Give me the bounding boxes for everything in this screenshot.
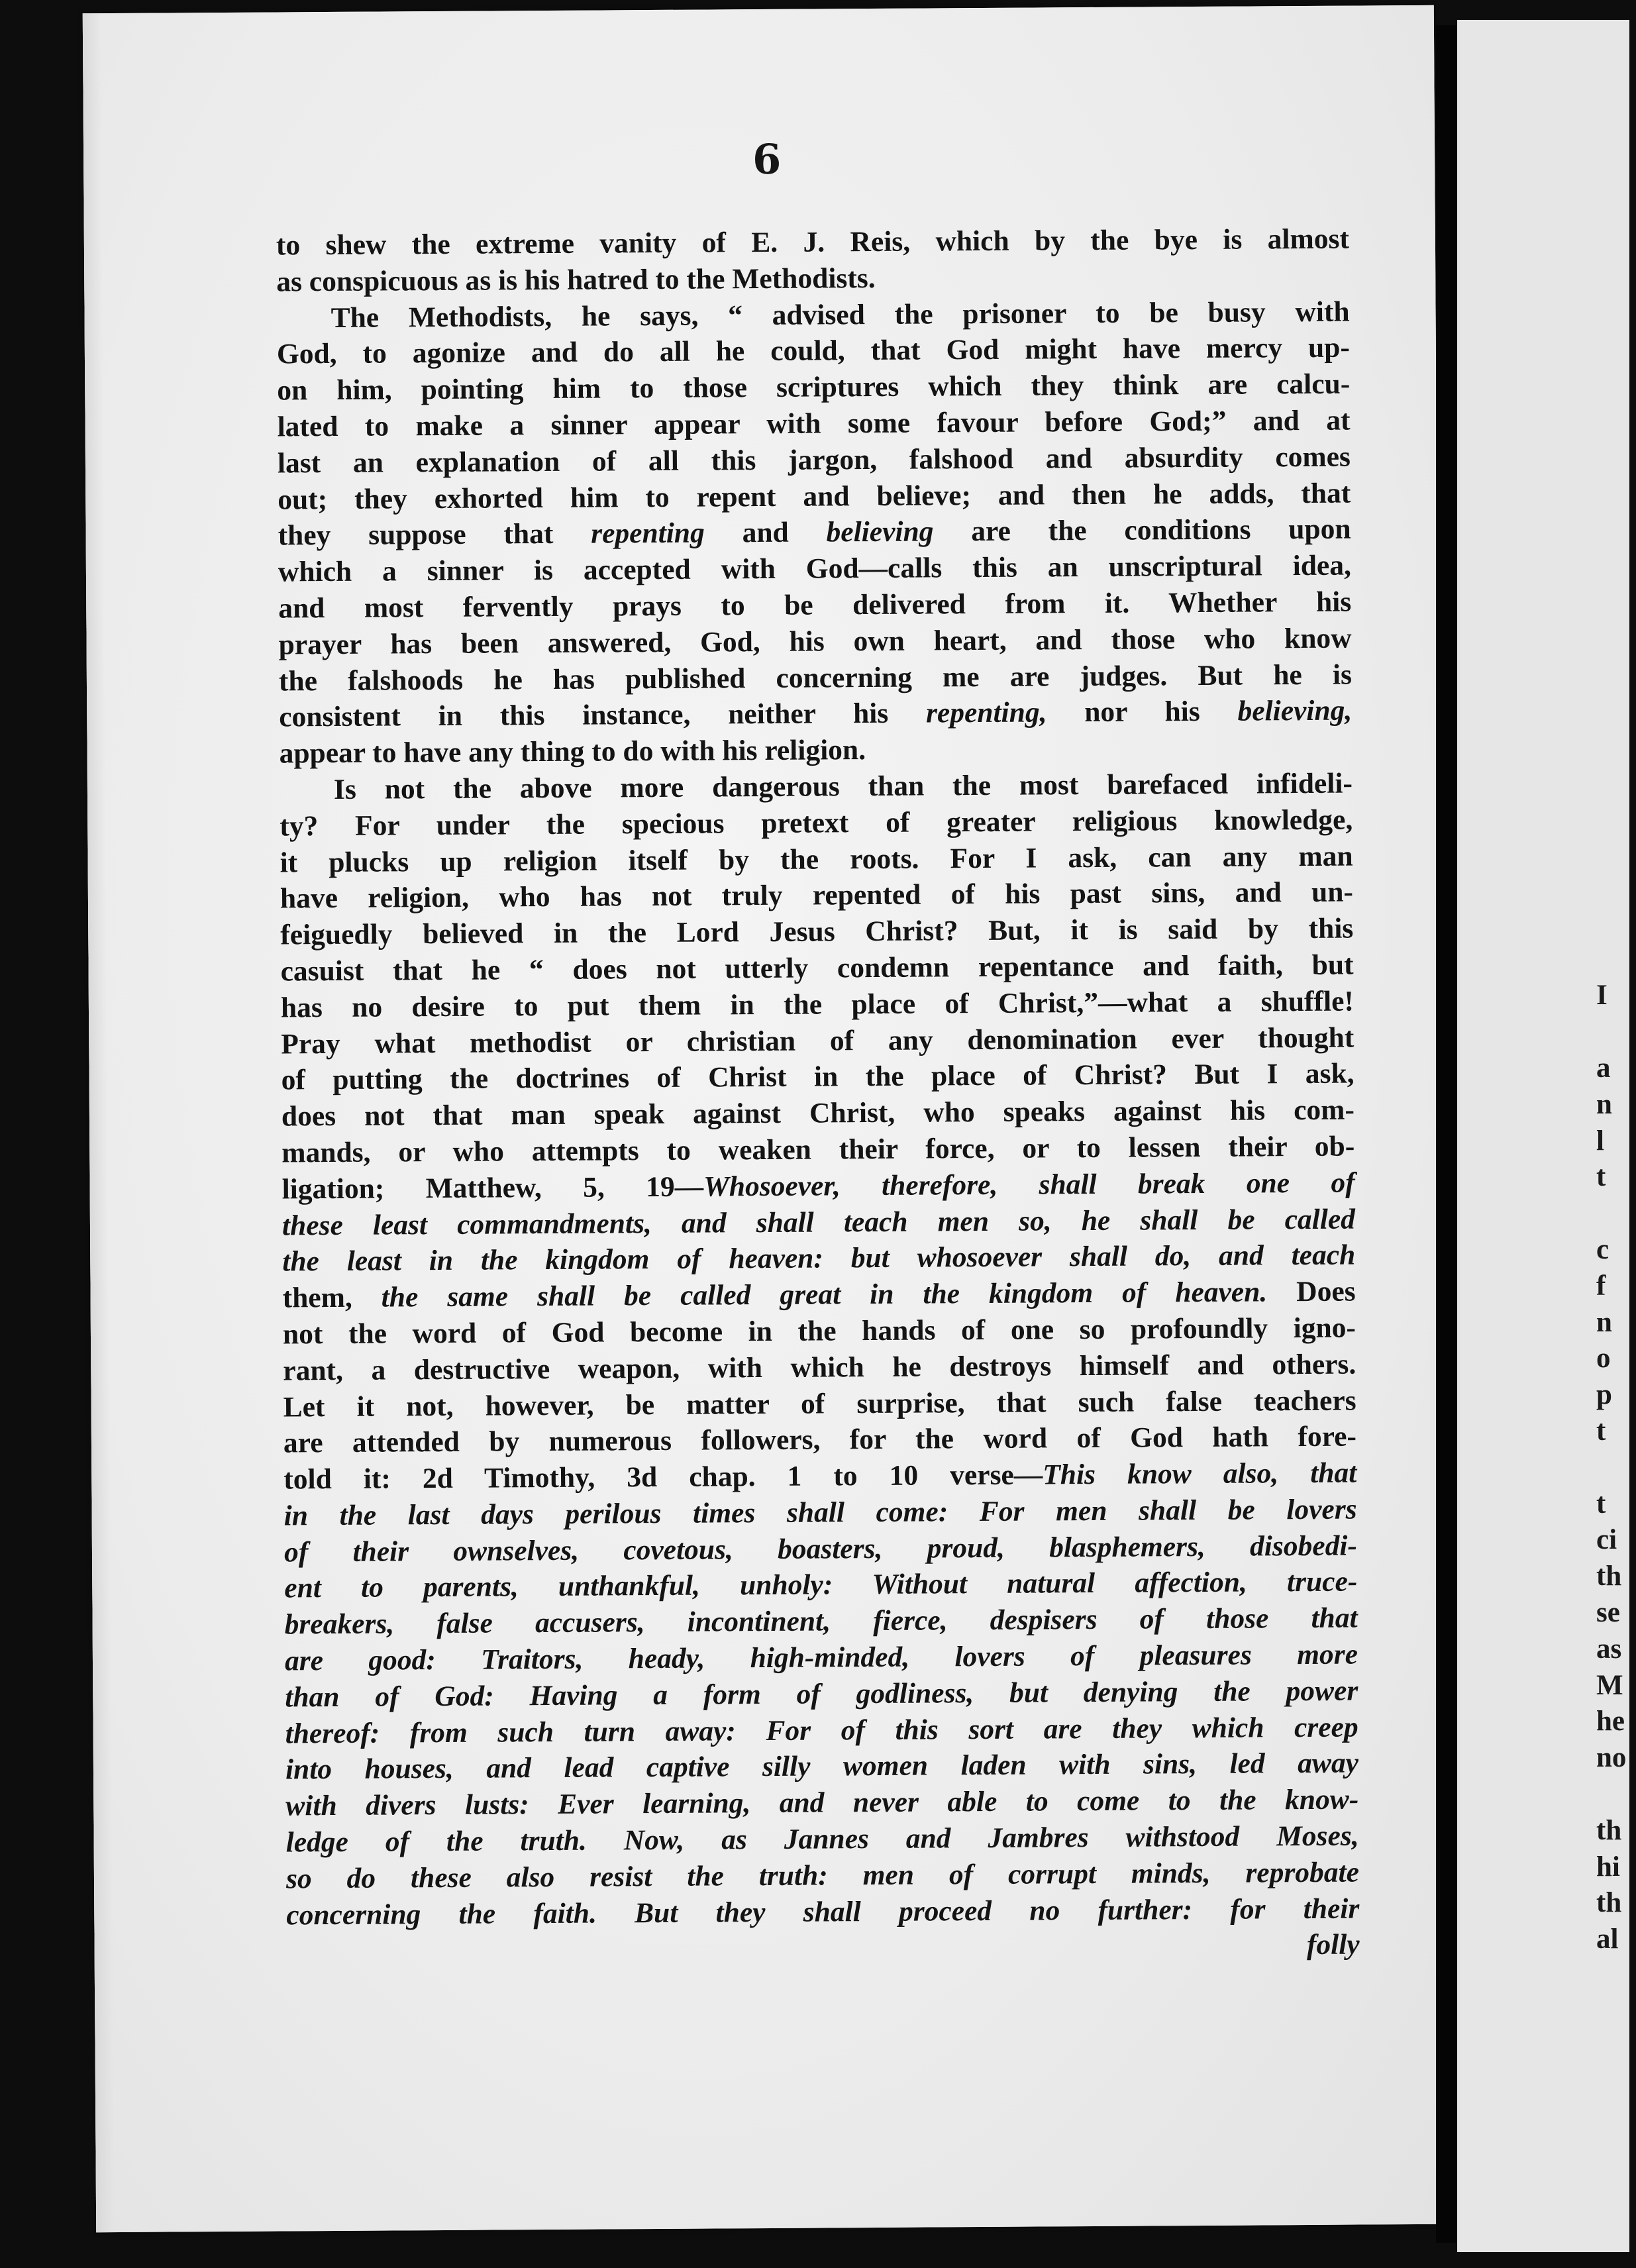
text-line: casuist that he “ does not utterly condemn repentance and faith, but: [280, 949, 1354, 988]
facing-page-fragment: th: [1596, 1561, 1622, 1592]
facing-page-fragment: o: [1596, 1343, 1611, 1374]
text-segment: nor his: [1047, 695, 1238, 729]
facing-page-fragment: M: [1596, 1669, 1623, 1701]
facing-page-fragment: a: [1596, 1052, 1611, 1084]
text-line: feiguedly believed in the Lord Jesus Christ? But, it is said by this: [280, 912, 1354, 951]
italic-text-segment: believing,: [1237, 694, 1353, 727]
text-line: Pray what methodist or christian of any denomination ever thought: [281, 1021, 1355, 1060]
text-line: [278, 511, 1351, 554]
facing-page-fragment: n: [1596, 1088, 1612, 1120]
italic-text-segment: This know also, that: [1043, 1457, 1357, 1491]
text-line: are good: Traitors, heady, high-minded, lovers of pleasures more: [284, 1638, 1358, 1677]
facing-page-fragment: [1596, 869, 1636, 905]
facing-page-fragment: f: [1596, 1270, 1606, 1302]
text-line: on him, pointing him to those scriptures which they think are calcu-: [277, 368, 1351, 407]
text-line: the least in the kingdom of heaven: but whosoever shall do, and teach: [282, 1239, 1356, 1278]
italic-text-segment: repenting: [591, 517, 705, 550]
facing-page-fragment: I: [1596, 980, 1608, 1011]
text-segment: told it: 2d Timothy, 3d chap. 1 to 10 verse—: [283, 1459, 1043, 1496]
italic-text-segment: repenting,: [925, 696, 1047, 729]
text-line: the falshoods he has published concerning me are judges. But he is: [278, 658, 1353, 697]
text-line: and most fervently prays to be delivered from it. Whether his: [278, 586, 1352, 625]
text-line: have religion, who has not truly repented of his past sins, and un-: [280, 876, 1354, 915]
text-line: with divers lusts: Ever learning, and never able to come to the know-: [285, 1783, 1359, 1822]
text-line: prayer has been answered, God, his own heart, and those who know: [278, 622, 1352, 661]
facing-page-fragment: ci: [1596, 1524, 1617, 1556]
text-segment: them,: [282, 1281, 382, 1314]
italic-text-segment: Whosoever, therefore, shall break one of: [703, 1166, 1355, 1203]
text-line: ty? For under the specious pretext of greater religious knowledge,: [280, 803, 1353, 843]
facing-page-fragment: se: [1596, 1596, 1620, 1628]
facing-page-fragment: [1596, 942, 1636, 978]
page-edge-shadow: [83, 13, 115, 2232]
text-line: [281, 1164, 1355, 1208]
text-line: of their ownselves, covetous, boasters, proud, blasphemers, disobedi-: [283, 1529, 1358, 1569]
text-line: Is not the above more dangerous than the most barefaced infideli-: [333, 767, 1353, 805]
facing-page-fragment: th: [1596, 1814, 1622, 1846]
text-line: The Methodists, he says, “ advised the prisoner to be busy with: [331, 295, 1350, 334]
facing-page-fragment: l: [1596, 1125, 1604, 1157]
italic-text-segment: believing: [826, 515, 934, 548]
text-line: last an explanation of all this jargon, falshood and absurdity comes: [277, 440, 1351, 480]
facing-page-fragment: t: [1596, 1415, 1606, 1447]
text-line: these least commandments, and shall teach men so, he shall be called: [281, 1203, 1356, 1241]
text-line: to shew the extreme vanity of E. J. Reis, which by the bye is almost: [276, 223, 1350, 262]
text-line: God, to agonize and do all he could, that God might have mercy up-: [276, 331, 1351, 370]
text-line: out; they exhorted him to repent and believe; and then he adds, that: [278, 477, 1351, 516]
text-line: lated to make a sinner appear with some favour before God;” and at: [277, 404, 1351, 443]
text-line: [282, 1274, 1355, 1317]
text-line: does not that man speak against Christ, who speaks against his com-: [281, 1094, 1355, 1133]
text-line: mands, or who attempts to weaken their force, or to lessen their ob-: [281, 1130, 1355, 1169]
facing-page-fragment: al: [1596, 1924, 1619, 1955]
facing-page-fragment: [1596, 1196, 1636, 1232]
text-segment: they suppose that: [278, 517, 591, 552]
facing-page-fragment: c: [1596, 1233, 1610, 1265]
text-line: [279, 693, 1352, 736]
facing-page-fragment: th: [1596, 1887, 1622, 1919]
text-line: ledge of the truth. Now, as Jannes and Jambres withstood Moses,: [285, 1820, 1359, 1859]
facing-page-fragment: [1596, 1450, 1636, 1486]
text-line: thereof: from such turn away: For of this sort are they which creep: [285, 1711, 1358, 1750]
text-segment: and: [704, 516, 827, 549]
facing-page-fragment: [1596, 905, 1636, 942]
facing-page-fragment: hi: [1596, 1851, 1620, 1882]
italic-text-segment: the same shall be called great in the kingdom of heaven.: [381, 1276, 1268, 1314]
text-segment: ligation; Matthew, 5, 19—: [281, 1170, 704, 1206]
book-gutter: [1436, 25, 1458, 2243]
text-line: of putting the doctrines of Christ in the place of Christ? But I ask,: [281, 1057, 1355, 1096]
text-line: so do these also resist the truth: men of corrupt minds, reprobate: [285, 1856, 1360, 1895]
facing-page-fragment: t: [1596, 1488, 1606, 1520]
text-segment: consistent in this instance, neither his: [279, 697, 927, 733]
facing-page-fragment: as: [1596, 1633, 1622, 1665]
text-line: has no desire to put them in the place of Christ,”—what a shuffle!: [280, 985, 1355, 1024]
text-line: rant, a destructive weapon, with which he destroys himself and others.: [283, 1348, 1356, 1387]
facing-page-text-fragments: [1596, 869, 1636, 1958]
text-line: into houses, and lead captive silly women laden with sins, led away: [285, 1747, 1359, 1786]
text-line: appear to have any thing to do with his religion.: [279, 734, 866, 770]
catchword: folly: [1306, 1928, 1360, 1961]
text-line: breakers, false accusers, incontinent, fierce, despisers of those that: [284, 1602, 1358, 1641]
text-segment: Does: [1267, 1275, 1356, 1308]
text-segment: are the conditions upon: [933, 513, 1351, 548]
text-line: than of God: Having a form of godliness, but denying the power: [285, 1675, 1358, 1714]
text-line: as conspicuous as is his hatred to the Methodists.: [276, 262, 876, 298]
facing-page-fragment: n: [1596, 1306, 1612, 1338]
text-line: it plucks up religion itself by the roots. For I ask, can any man: [280, 840, 1353, 879]
facing-page-fragment: [1596, 1014, 1636, 1051]
page: [83, 5, 1447, 2232]
text-line: [283, 1455, 1356, 1498]
facing-page-fragment: p: [1596, 1379, 1612, 1411]
body-text: [276, 221, 1360, 1970]
text-line: Let it not, however, be matter of surprise, that such false teachers: [283, 1384, 1356, 1423]
text-line: which a sinner is accepted with God—calls this an unscriptural idea,: [278, 549, 1352, 588]
text-line: in the last days perilous times shall come: For men shall be lovers: [283, 1493, 1357, 1532]
text-line: ent to parents, unthankful, unholy: Without natural affection, truce-: [284, 1566, 1358, 1604]
facing-page-fragment: t: [1596, 1161, 1606, 1193]
text-line: concerning the faith. But they shall proceed no further: for their: [286, 1892, 1360, 1932]
facing-page-fragment: he: [1596, 1706, 1625, 1737]
facing-page-fragment: [1596, 1777, 1636, 1813]
text-line: are attended by numerous followers, for the word of God hath fore-: [283, 1420, 1357, 1459]
page-number: 6: [752, 134, 782, 184]
facing-page-fragment: no: [1596, 1742, 1627, 1774]
text-line: not the word of God become in the hands of one so profoundly igno-: [282, 1312, 1356, 1351]
facing-page: [1457, 20, 1629, 2252]
